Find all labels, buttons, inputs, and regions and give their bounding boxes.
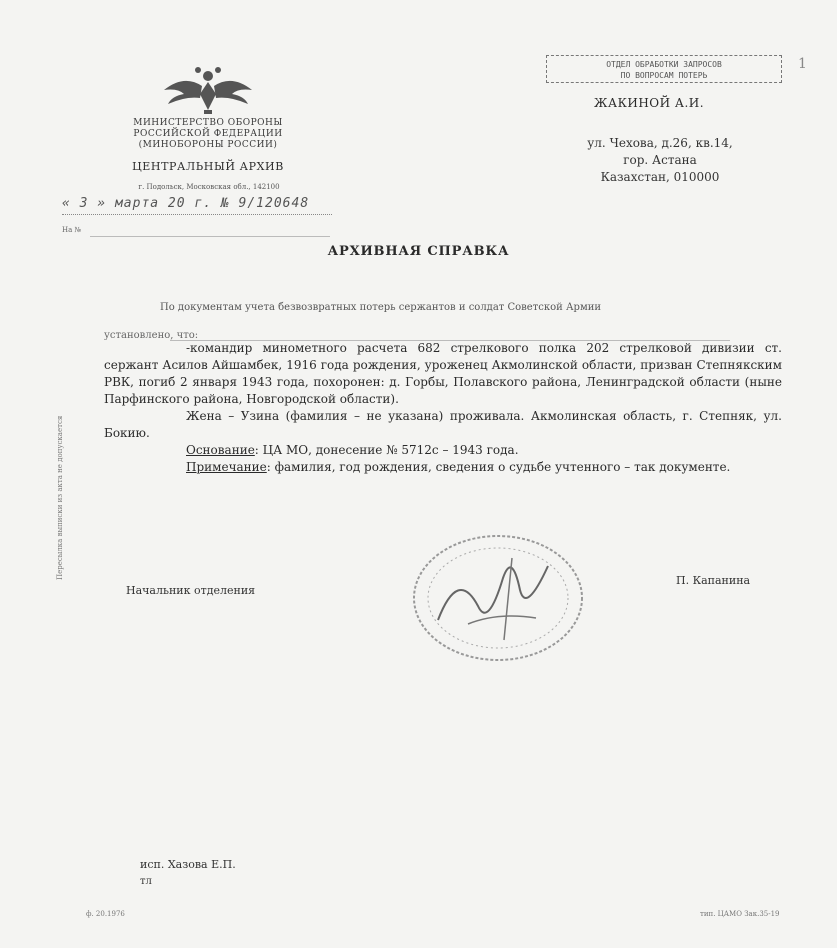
basis-text: : ЦА МО, донесение № 5712с – 1943 года. bbox=[254, 443, 519, 457]
note-text: : фамилия, год рождения, сведения о судьбе учтенного – так документе. bbox=[266, 460, 731, 474]
document-title: АРХИВНАЯ СПРАВКА bbox=[327, 244, 510, 259]
registration-underline bbox=[62, 214, 332, 215]
signer-name: П. Капанина bbox=[676, 574, 751, 587]
signer-title: Начальник отделения bbox=[126, 584, 256, 597]
recipient-address-line: Казахстан, 010000 bbox=[600, 170, 720, 184]
note-paragraph bbox=[104, 459, 782, 476]
reference-number-label: На № bbox=[62, 226, 82, 234]
relative-paragraph: Жена – Узина (фамилия – не указана) проживала. Акмолинская область, г. Степняк, ул. Бокию. bbox=[104, 409, 782, 440]
department-stamp: ОТДЕЛ ОБРАБОТКИ ЗАПРОСОВ ПО ВОПРОСАМ ПОТЕРЬ bbox=[546, 55, 782, 83]
soldier-record-paragraph: -командир минометного расчета 682 стрелкового полка 202 стрелковой дивизии ст. сержант Асилов Айшамбек, 1916 года рождения, уроженец Акмолинской области, призван Степнякским РВК, погиб 2 января 1943 года, похоронен: д. Горбы, Полавского района, Ленинградской области (ныне Парфинского района, Новгородской области). bbox=[104, 341, 782, 406]
note-label: Примечание bbox=[186, 460, 267, 474]
form-code: ф. 20.1976 bbox=[86, 910, 125, 918]
side-note: Пересылка выписки из акта не допускается bbox=[56, 415, 64, 580]
basis-paragraph bbox=[104, 442, 782, 459]
established-text: установлено, что: bbox=[104, 330, 199, 341]
print-code: тип. ЦАМО Зак.35-19 bbox=[700, 910, 780, 918]
registration-number: « 3 » марта 20 г. № 9/120648 bbox=[62, 196, 310, 211]
certificate-body bbox=[104, 340, 782, 476]
ministry-name: МИНИСТЕРСТВО ОБОРОНЫ РОССИЙСКОЙ ФЕДЕРАЦИИ (МИНОБОРОНЫ РОССИИ) bbox=[133, 118, 283, 150]
recipient-name: ЖАКИНОЙ А.И. bbox=[594, 96, 705, 110]
official-round-seal-icon bbox=[408, 528, 588, 668]
double-headed-eagle-emblem-icon bbox=[160, 64, 256, 116]
executor-phone: тл bbox=[140, 876, 152, 887]
executor-name: исп. Хазова Е.П. bbox=[140, 858, 236, 871]
archive-address: г. Подольск, Московская обл., 142100 bbox=[138, 183, 280, 191]
reference-number-underline bbox=[90, 236, 330, 237]
corner-mark: 1 bbox=[798, 56, 807, 72]
archive-name: ЦЕНТРАЛЬНЫЙ АРХИВ bbox=[132, 160, 284, 173]
recipient-address-line: гор. Астана bbox=[623, 153, 697, 167]
basis-label: Основание bbox=[186, 443, 255, 457]
intro-text: По документам учета безвозвратных потерь сержантов и солдат Советской Армии bbox=[160, 302, 602, 313]
recipient-address-line: ул. Чехова, д.26, кв.14, bbox=[587, 136, 733, 150]
